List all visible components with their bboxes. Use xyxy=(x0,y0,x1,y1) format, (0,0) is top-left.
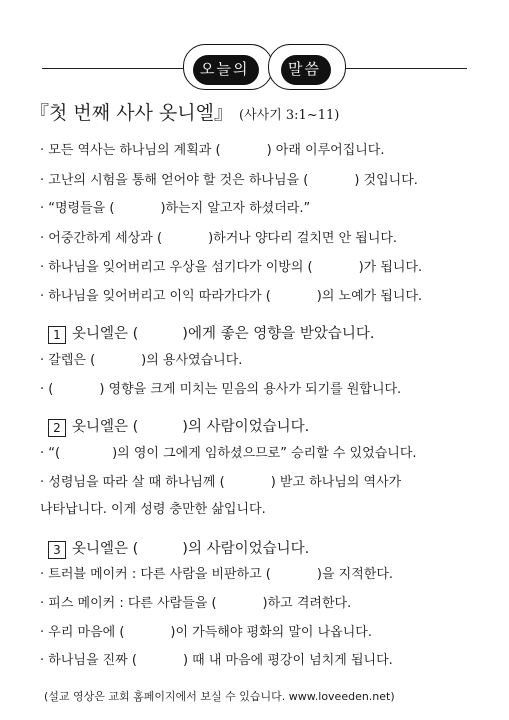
section-1-line: · ( ) 영향을 크게 미치는 믿음의 용사가 되기를 원합니다. xyxy=(40,382,402,397)
section-2-line: · 성령님을 따라 살 때 하나님께 ( ) 받고 하나님의 역사가 xyxy=(40,475,402,490)
section-3-line: · 우리 마음에 ( )이 가득해야 평화의 말이 나옵니다. xyxy=(40,625,372,640)
section-3-line: · 피스 메이커 : 다른 사람들을 ( )하고 격려한다. xyxy=(40,596,352,611)
section-heading-1: 1 옷니엘은 ( )에게 좋은 영향을 받았습니다. xyxy=(48,322,374,344)
intro-line: · 하나님을 잊어버리고 우상을 섬기다가 이방의 ( )가 됩니다. xyxy=(40,260,423,275)
section-3-line: · 트러블 메이커 : 다른 사람을 비판하고 ( )을 지적한다. xyxy=(40,567,394,582)
section-1-line: · 갈렙은 ( )의 용사였습니다. xyxy=(40,353,243,368)
intro-line: · 하나님을 잊어버리고 이익 따라가다가 ( )의 노예가 됩니다. xyxy=(40,289,423,304)
page-title xyxy=(30,98,339,125)
intro-line: · 고난의 시험을 통해 얻어야 할 것은 하나님을 ( ) 것입니다. xyxy=(40,173,418,188)
intro-line: · 어중간하게 세상과 ( )하거나 양다리 걸치면 안 됩니다. xyxy=(40,231,398,246)
title-reference: (사사기 3:1~11) xyxy=(239,108,340,123)
section-2-line: · “( )의 영이 그에게 임하셨으므로” 승리할 수 있었습니다. xyxy=(40,446,417,461)
header xyxy=(0,0,509,90)
section-heading-2: 2 옷니엘은 ( )의 사람이었습니다. xyxy=(48,415,309,437)
intro-line: · 모든 역사는 하나님의 계획과 ( ) 아래 이루어집니다. xyxy=(40,143,385,158)
footer-note: (설교 영상은 교회 홈페이지에서 보실 수 있습니다. www.loveeden.net) xyxy=(44,690,395,703)
section-heading-3: 3 옷니엘은 ( )의 사람이었습니다. xyxy=(48,537,309,559)
intro-line: · “명령들을 ( )하는지 알고자 하셨더라.” xyxy=(40,201,311,216)
title-main: 『첫 번째 사사 옷니엘』 xyxy=(30,102,233,124)
section-2-line: 나타납니다. 이게 성령 충만한 삶입니다. xyxy=(40,502,266,517)
header-badge-text-2: 말씀 xyxy=(288,60,321,78)
section-3-line: · 하나님을 진짜 ( ) 때 내 마음에 평강이 넘치게 됩니다. xyxy=(40,653,393,668)
header-badge-text-1: 오늘의 xyxy=(200,60,250,78)
